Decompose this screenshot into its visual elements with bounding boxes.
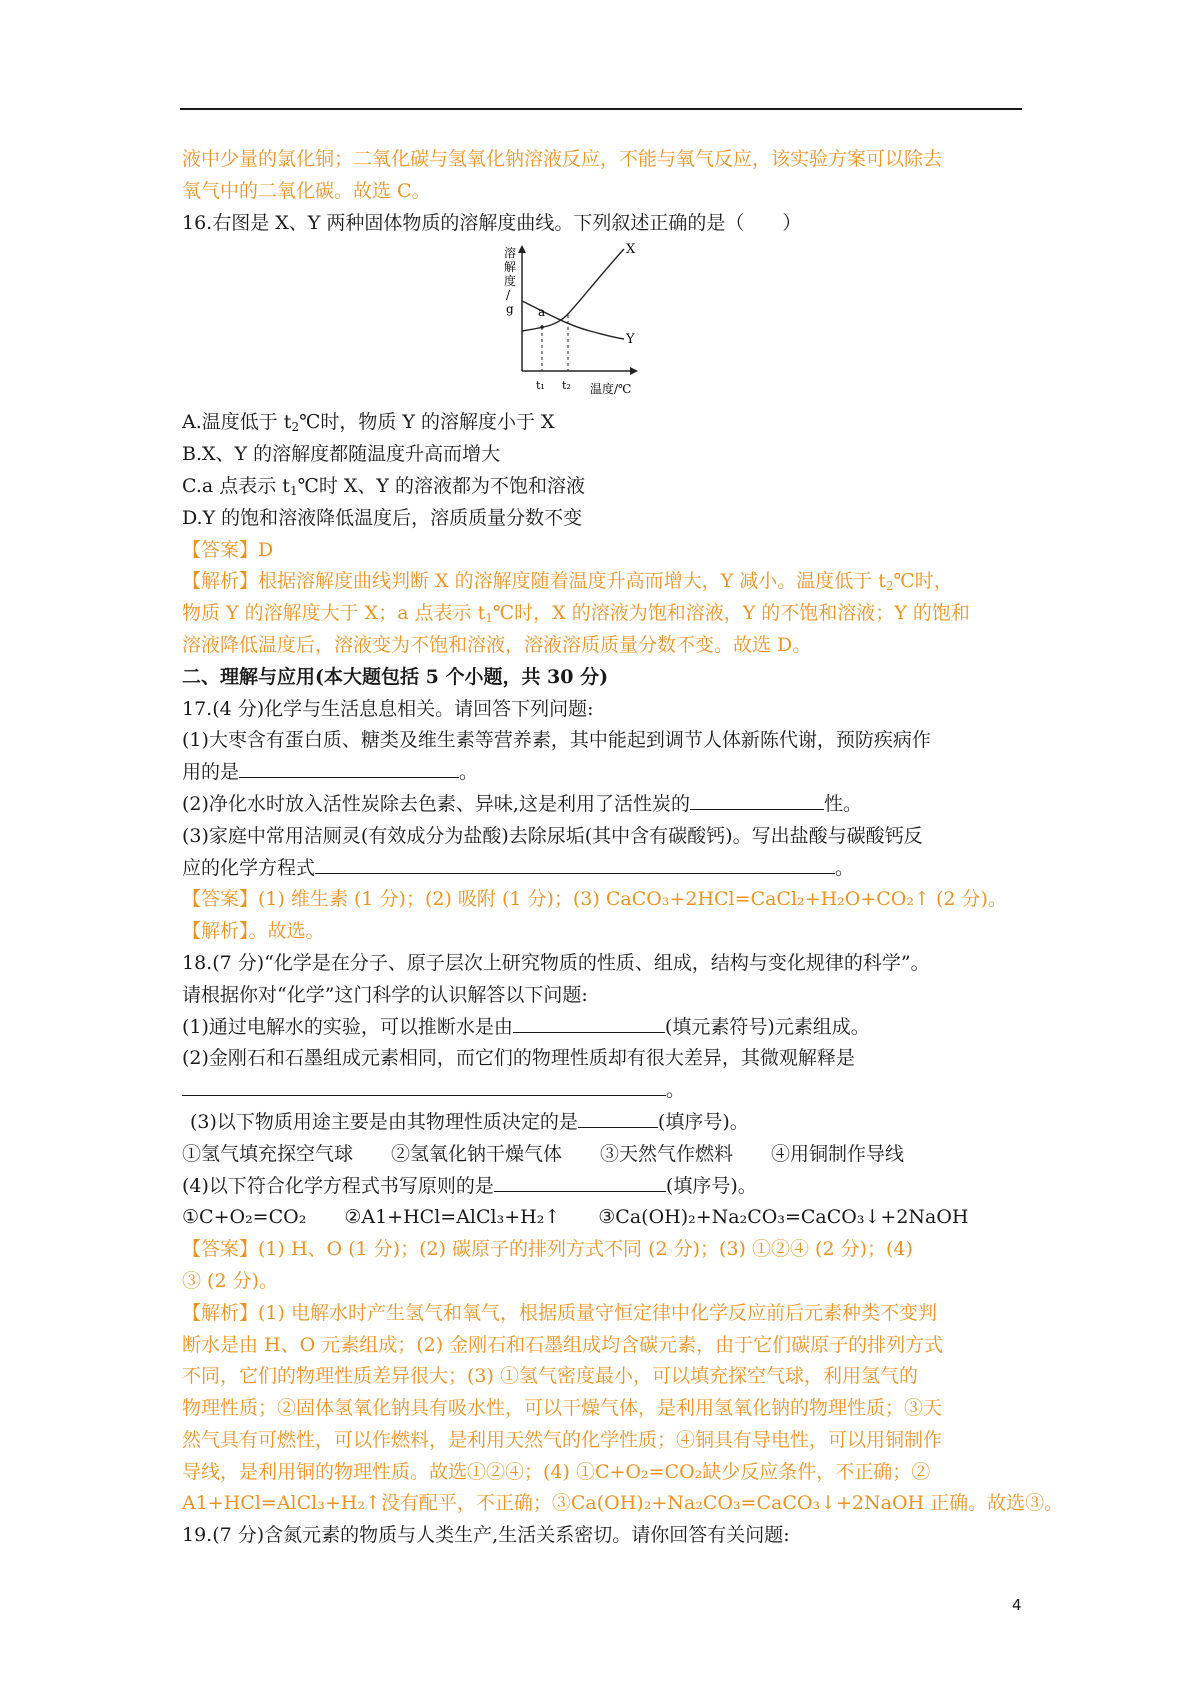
page-content xyxy=(182,144,1064,1552)
y-axis-label-char: g xyxy=(506,302,514,317)
explanation-18: 【解析】(1) 电解水时产生氢气和氧气，根据质量守恒定律中化学反应前后元素种类不变判 xyxy=(182,1301,937,1324)
answer-17: 【答案】(1) 维生素 (1 分)；(2) 吸附 (1 分)；(3) CaCO₃+2HCl=CaCl₂+H₂O+CO₂↑ (2 分)。 xyxy=(182,888,1007,911)
option-a: A.温度低于 $t_2℃$时，物质 Y 的溶解度小于 X xyxy=(182,411,555,435)
curve-y-label: Y xyxy=(626,332,635,348)
explanation-18: 导线，是利用铜的物理性质。故选①②④；(4) ①C+O₂=CO₂缺少反应条件，不正确；② xyxy=(182,1460,931,1483)
explanation-line: 氧气中的二氧化碳。故选 C。 xyxy=(182,179,431,202)
explanation-18: 断水是由 H、O 元素组成；(2) 金刚石和石墨组成均含碳元素，由于它们碳原子的排列方式 xyxy=(182,1333,944,1356)
option-c: C.a 点表示 $t_1℃$时 X、Y 的溶液都为不饱和溶液 xyxy=(182,474,585,498)
answer-blank[interactable] xyxy=(239,758,459,778)
explanation-16: 物质 Y 的溶解度大于 X；a 点表示 $t_1℃$时，X 的溶液为饱和溶液，Y 的不饱和溶液；Y 的饱和 xyxy=(182,602,970,626)
question-18-2: 。 xyxy=(182,1075,1042,1107)
option-b: B.X、Y 的溶解度都随温度升高而增大 xyxy=(182,443,501,466)
option-d: D.Y 的饱和溶液降低温度后，溶质质量分数不变 xyxy=(182,506,583,529)
question-18-3: (3)以下物质用途主要是由其物理性质决定的是 (填序号)。 xyxy=(182,1107,1042,1139)
explanation-18: 然气具有可燃性，可以作燃料，是利用天然气的化学性质；④铜具有导电性，可以用铜制作 xyxy=(182,1428,943,1451)
answer-16: 【答案】D xyxy=(182,538,274,561)
answer-blank[interactable] xyxy=(578,1108,658,1128)
solubility-graph xyxy=(182,239,1042,407)
answer-blank[interactable] xyxy=(690,790,824,810)
question-17-1: (1)大枣含有蛋白质、糖类及维生素等营养素，其中能起到调节人体新陈代谢，预防疾病作 xyxy=(182,729,931,752)
solubility-curve-figure xyxy=(492,243,662,403)
explanation-17: 【解析】。故选。 xyxy=(182,920,325,943)
question-17-2: (2)净化水时放入活性炭除去色素、异味,这是利用了活性炭的 性。 xyxy=(182,789,1042,821)
question-17-3: 应的化学方程式 。 xyxy=(182,853,1042,885)
explanation-16: 【解析】根据溶解度曲线判断 X 的溶解度随着温度升高而增大，Y 减小。温度低于 $t_2℃$时， xyxy=(182,570,953,594)
section-heading: 二、理解与应用(本大题包括 5 个小题，共 30 分) xyxy=(182,665,609,688)
question-19: 19.(7 分)含氮元素的物质与人类生产,生活关系密切。请你回答有关问题: xyxy=(182,1524,790,1547)
question-18-1: (1)通过电解水的实验，可以推断水是由 (填元素符号)元素组成。 xyxy=(182,1012,1042,1044)
explanation-18: 物理性质；②固体氢氧化钠具有吸水性，可以干燥气体，是利用氢氧化钠的物理性质；③天 xyxy=(182,1397,943,1420)
question-16: 16.右图是 X、Y 两种固体物质的溶解度曲线。下列叙述正确的是（ ） xyxy=(182,211,802,234)
page-number: 4 xyxy=(1012,1596,1022,1614)
explanation-18: 不同，它们的物理性质差异很大；(3) ①氢气密度最小，可以填充探空气球，利用氢气的 xyxy=(182,1365,918,1388)
point-a xyxy=(540,326,544,330)
question-18: 请根据你对“化学”这门科学的认识解答以下问题: xyxy=(182,983,588,1006)
answer-blank[interactable] xyxy=(182,1076,666,1096)
question-18: 18.(7 分)“化学是在分子、原子层次上研究物质的性质、组成，结构与变化规律的科学”。 xyxy=(182,951,930,974)
answer-18: 【答案】(1) H、O (1 分)；(2) 碳原子的排列方式不同 (2 分)；(3) ①②④ (2 分)；(4) xyxy=(182,1238,913,1261)
x-axis-arrow xyxy=(630,367,638,375)
t2-label: t₂ xyxy=(562,379,571,393)
y-axis-label-char: / xyxy=(506,288,511,303)
answer-blank[interactable] xyxy=(315,854,835,874)
y-axis-label-char: 度 xyxy=(504,274,517,289)
t1-label: t₁ xyxy=(536,379,545,393)
question-18-2: (2)金刚石和石墨组成元素相同，而它们的物理性质却有很大差异，其微观解释是 xyxy=(182,1047,855,1070)
explanation-line: 液中少量的氯化铜；二氧化碳与氢氧化钠溶液反应，不能与氧气反应，该实验方案可以除去 xyxy=(182,148,943,170)
question-18-4: (4)以下符合化学方程式书写原则的是 (填序号)。 xyxy=(182,1171,1042,1203)
answer-18: ③ (2 分)。 xyxy=(182,1269,278,1292)
header-rule xyxy=(180,108,1022,110)
y-axis-arrow xyxy=(518,245,526,253)
x-axis-label: 温度/℃ xyxy=(590,382,632,397)
curve-x-label: X xyxy=(626,243,636,258)
y-axis-label-char: 溶 xyxy=(504,246,517,261)
question-18-3-options: ①氢气填充探空气球 ②氢氧化钠干燥气体 ③天然气作燃料 ④用铜制作导线 xyxy=(182,1142,905,1165)
y-axis-label-char: 解 xyxy=(504,260,517,275)
answer-blank[interactable] xyxy=(513,1013,665,1033)
answer-blank[interactable] xyxy=(494,1172,666,1192)
question-18-4-options: ①C+O₂=CO₂ ②A1+HCl=AlCl₃+H₂↑ ③Ca(OH)₂+Na₂CO₃=CaCO₃↓+2NaOH xyxy=(182,1206,969,1229)
question-17-1: 用的是 。 xyxy=(182,757,1042,789)
explanation-18: A1+HCl=AlCl₃+H₂↑没有配平，不正确；③Ca(OH)₂+Na₂CO₃=CaCO₃↓+2NaOH 正确。故选③。 xyxy=(182,1492,1064,1515)
question-17-3: (3)家庭中常用洁厕灵(有效成分为盐酸)去除尿垢(其中含有碳酸钙)。写出盐酸与碳酸钙反 xyxy=(182,824,923,847)
explanation-16: 溶液降低温度后，溶液变为不饱和溶液，溶液溶质质量分数不变。故选 D。 xyxy=(182,633,812,656)
point-a-label: a xyxy=(538,305,546,320)
question-17: 17.(4 分)化学与生活息息相关。请回答下列问题: xyxy=(182,697,594,720)
